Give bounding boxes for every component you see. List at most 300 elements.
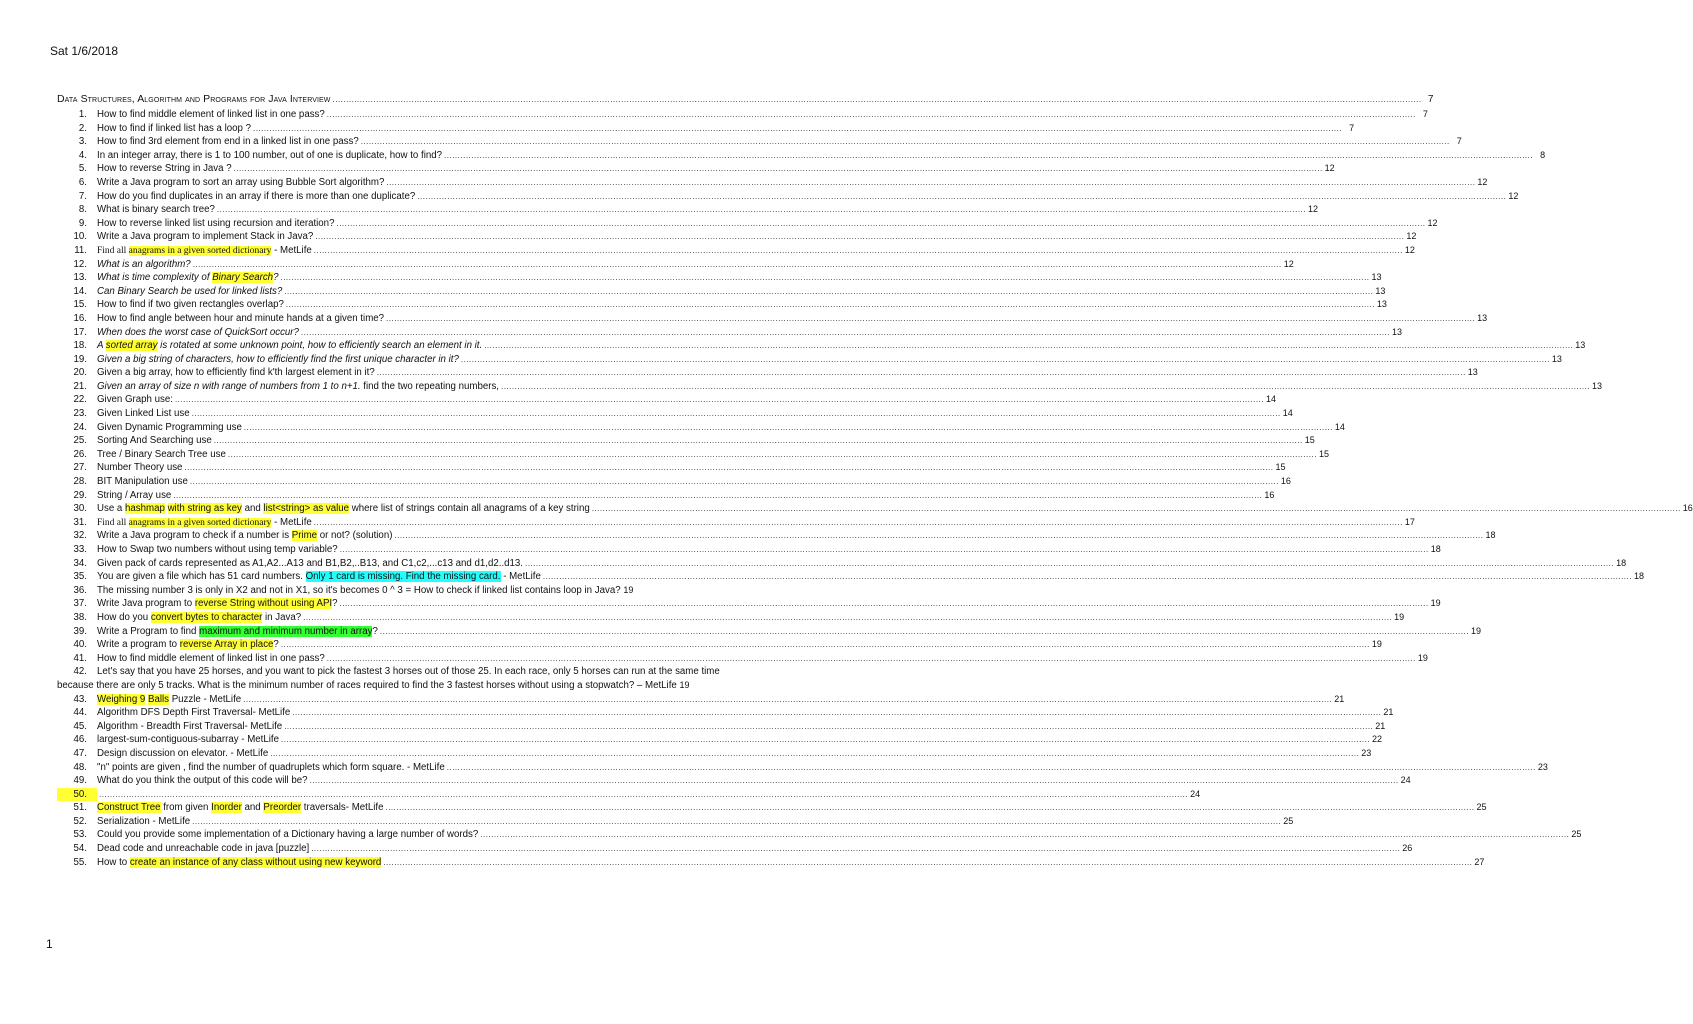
- toc-entry-page: 18: [1485, 530, 1496, 541]
- toc-entry-title: [97, 230, 313, 244]
- toc-entry[interactable]: [57, 149, 1546, 163]
- toc-entry-leader: ................................................................................................................................................................................................................................................................................................................................................................................................................: [233, 164, 1323, 174]
- toc-entry-text: Given Linked List use: [97, 408, 190, 420]
- toc-entry-leader: ................................................................................................................................................................................................................................................................................................................................................................................................................: [480, 830, 1570, 840]
- toc-entry[interactable]: [57, 597, 1441, 611]
- toc-entry-number: 50.: [57, 788, 97, 802]
- toc-entry-title: [97, 203, 215, 217]
- toc-entry[interactable]: [57, 761, 1548, 775]
- toc-entry[interactable]: [57, 625, 1481, 639]
- toc-entry-leader: ................................................................................................................................................................................................................................................................................................................................................................................................................: [243, 694, 1333, 704]
- toc-entry-number: 24.: [73, 421, 87, 433]
- toc-entry-number: 1.: [78, 109, 87, 120]
- toc-entry-number: 13.: [73, 272, 87, 284]
- toc-entry-number: 26.: [73, 448, 87, 460]
- toc-entry[interactable]: [57, 584, 722, 598]
- toc-entry-text: Only 1 card is missing. Find the missing card.: [305, 571, 501, 583]
- toc-entry[interactable]: [57, 421, 1345, 435]
- toc-entry-number: 40.: [73, 639, 87, 651]
- toc-entry-page: 19: [1470, 625, 1481, 636]
- toc-entry[interactable]: [57, 801, 1487, 815]
- toc-entry-page: 12: [1404, 244, 1415, 255]
- toc-entry[interactable]: [57, 774, 1411, 788]
- toc-entry-title: [97, 448, 226, 462]
- toc-entry-leader: ................................................................................................................................................................................................................................................................................................................................................................................................................: [173, 490, 1263, 500]
- toc-entry-leader: ................................................................................................................................................................................................................................................................................................................................................................................................................: [525, 558, 1615, 568]
- toc-entry-text: What is time complexity of: [97, 272, 213, 284]
- toc-entry[interactable]: [57, 217, 1438, 231]
- toc-entry-title: The missing number 3 is only in X2 and not in X1, so it's becomes 0 ^ 3 = How to check if linked list contains loop in Java?: [97, 584, 621, 596]
- toc-entry[interactable]: [57, 203, 1318, 217]
- toc-entry-page: 13: [1592, 380, 1603, 391]
- toc-entry-leader: ................................................................................................................................................................................................................................................................................................................................................................................................................: [213, 436, 1303, 446]
- toc-entry[interactable]: [57, 842, 1413, 856]
- toc-entry-title: [97, 312, 384, 326]
- toc-entry-title: [97, 828, 478, 842]
- toc-entry-page: 8: [1540, 149, 1546, 160]
- toc-entry-title: [97, 162, 232, 176]
- toc-entry-page: 21: [1334, 693, 1345, 704]
- toc-entry-text: How to find if two given rectangles overlap?: [97, 299, 284, 311]
- toc-entry-title: [97, 516, 312, 531]
- toc-entry-number: 5.: [78, 163, 87, 175]
- toc-entry-title: [97, 815, 190, 829]
- toc-entry-number: 2.: [78, 122, 87, 134]
- toc-entry-number: 48.: [73, 761, 87, 773]
- toc-entry-text: What is an algorithm?: [97, 258, 191, 270]
- toc-entry-number: 45.: [73, 720, 87, 732]
- toc-entry-leader: ................................................................................................................................................................................................................................................................................................................................................................................................................: [326, 653, 1416, 663]
- toc-entry-text: Write a Java program to sort an array using Bubble Sort algorithm?: [97, 176, 385, 188]
- toc-entry-leader: ................................................................................................................................................................................................................................................................................................................................................................................................................: [191, 409, 1281, 419]
- toc-entry-leader: ................................................................................................................................................................................................................................................................................................................................................................................................................: [460, 354, 1550, 364]
- toc-entry[interactable]: [57, 380, 1603, 394]
- toc-entry-title: [97, 747, 268, 761]
- toc-entry-number: 6.: [78, 176, 87, 188]
- toc-entry-page: 12: [1324, 163, 1335, 174]
- toc-entry-number: 11.: [74, 244, 87, 256]
- toc-entry-text: Prime: [291, 530, 318, 542]
- toc-entry-text: Write a program to: [97, 639, 180, 651]
- toc-entry-page: 13: [1477, 312, 1488, 323]
- toc-entry-text: Construct Tree: [97, 802, 161, 814]
- toc-entry-text: Write a Program to find: [97, 625, 200, 637]
- toc-entry-text: Write a Java program to check if a number is: [97, 530, 292, 542]
- toc-entry-page: 15: [1318, 448, 1329, 459]
- toc-entry-text: sorted array: [105, 340, 158, 352]
- toc-entry-title: [97, 122, 251, 136]
- toc-entry-text: How to find angle between hour and minute hands at a given time?: [97, 312, 385, 324]
- toc-entry-number: 27.: [73, 462, 87, 474]
- toc-entry-page: 22: [1372, 734, 1383, 745]
- toc-entry[interactable]: [57, 475, 1291, 489]
- toc-entry-page: 21: [1383, 707, 1394, 718]
- toc-heading-page: 7: [1427, 94, 1434, 105]
- toc-entry-title: [97, 217, 334, 231]
- toc-entry-leader: ................................................................................................................................................................................................................................................................................................................................................................................................................: [444, 150, 1534, 160]
- toc-heading-title: Data Structures, Algorithm and Programs for Java Interview: [57, 93, 331, 105]
- toc-entry-text: anagrams in a given sorted dictionary: [128, 245, 272, 256]
- toc-entry[interactable]: [57, 135, 1462, 149]
- toc-entry-title: [97, 434, 212, 448]
- toc-entry-title: [97, 380, 499, 394]
- toc-entry[interactable]: [57, 733, 1383, 747]
- toc-entry[interactable]: [57, 448, 1329, 462]
- toc-entry-text: Can Binary Search be used for linked lists?: [97, 285, 283, 297]
- toc-entry-page: 14: [1282, 408, 1293, 419]
- toc-entry-text: Algorithm - Breadth First Traversal- MetLife: [97, 720, 283, 732]
- toc-entry-page: 12: [1307, 204, 1318, 215]
- toc-entry-number: 9.: [78, 217, 87, 229]
- toc-entry-text: How to find middle element of linked list in one pass?: [97, 109, 325, 120]
- toc-entry-text: BIT Manipulation use: [97, 476, 188, 488]
- toc-entry-number: 7.: [78, 190, 87, 202]
- toc-entry-text: Write Java program to: [97, 598, 195, 610]
- toc-entry-text: Inorder: [211, 802, 242, 814]
- toc-entry-text: is rotated at some unknown point, how to efficiently search an element in it.: [157, 340, 483, 352]
- toc-entry-text: - MetLife: [271, 244, 312, 256]
- toc-entry[interactable]: [57, 788, 1201, 802]
- toc-entry-number: 32.: [73, 530, 87, 542]
- toc-entry-number: 22.: [73, 394, 87, 406]
- toc-entry-leader: ................................................................................................................................................................................................................................................................................................................................................................................................................: [292, 708, 1382, 718]
- toc-entry[interactable]: [57, 693, 1345, 707]
- toc-entry-title: [97, 611, 301, 625]
- toc-entry-leader: ................................................................................................................................................................................................................................................................................................................................................................................................................: [184, 463, 1274, 473]
- toc-entry-text: Algorithm DFS Depth First Traversal- MetLife: [97, 707, 291, 719]
- toc-entry-leader: ................................................................................................................................................................................................................................................................................................................................................................................................................: [313, 517, 1403, 527]
- toc-entry[interactable]: [57, 652, 1428, 666]
- toc-entry-page: 16: [1682, 503, 1693, 514]
- toc-entry-page: 24: [1190, 788, 1201, 799]
- toc-entry[interactable]: [57, 665, 722, 692]
- toc-entry[interactable]: [57, 434, 1315, 448]
- toc-entry-text: reverse String without using API: [194, 598, 333, 610]
- toc-list: [57, 108, 1693, 869]
- toc-entry[interactable]: [57, 312, 1488, 326]
- toc-entry[interactable]: [57, 570, 1644, 584]
- toc-entry-text: Find all: [97, 517, 129, 528]
- toc-entry[interactable]: [57, 176, 1488, 190]
- toc-entry[interactable]: [57, 856, 1485, 870]
- toc-entry[interactable]: [57, 529, 1496, 543]
- toc-entry-leader: ................................................................................................................................................................................................................................................................................................................................................................................................................: [386, 177, 1476, 187]
- toc-entry[interactable]: [57, 285, 1386, 299]
- toc-entry-leader: ................................................................................................................................................................................................................................................................................................................................................................................................................: [500, 381, 1591, 391]
- toc-entry-leader: ................................................................................................................................................................................................................................................................................................................................................................................................................: [379, 626, 1469, 636]
- toc-entry-title: [97, 856, 381, 870]
- toc-entry-text: What is binary search tree?: [97, 204, 215, 216]
- toc-entry-title: Let's say that you have 25 horses, and you want to pick the fastest 3 horses out of those 25. In each race, only 5 horses can run at the same time because there are only 5 tracks. What is the minimum number of races required to find the 3 fastest horses without using a stopwatch? – MetLife: [57, 666, 720, 691]
- toc-entry[interactable]: [57, 516, 1415, 530]
- toc-entry-text: anagrams in a given sorted dictionary: [128, 517, 272, 528]
- toc-entry[interactable]: [57, 557, 1627, 571]
- toc-entry-title: [97, 638, 279, 652]
- toc-entry-text: Could you provide some implementation of a Dictionary having a large number of words?: [97, 829, 479, 841]
- toc-entry-leader: ................................................................................................................................................................................................................................................................................................................................................................................................................: [300, 327, 1390, 337]
- toc-entry-number: 51.: [73, 802, 87, 814]
- toc-entry-title: [97, 625, 378, 639]
- toc-entry-title: [97, 529, 392, 543]
- toc-entry-title: [97, 597, 338, 611]
- toc-entry-title: [97, 693, 241, 707]
- toc-entry-leader: ................................................................................................................................................................................................................................................................................................................................................................................................................: [383, 857, 1473, 867]
- toc-entry-number: 47.: [73, 747, 87, 759]
- toc-entry-number: 53.: [73, 829, 87, 841]
- toc-entry-text: In an integer array, there is 1 to 100 number, out of one is duplicate, how to find?: [97, 149, 443, 161]
- toc-entry[interactable]: [57, 353, 1562, 367]
- toc-entry-leader: ................................................................................................................................................................................................................................................................................................................................................................................................................: [253, 123, 1343, 133]
- toc-entry-page: 12: [1477, 176, 1488, 187]
- toc-entry-leader: ................................................................................................................................................................................................................................................................................................................................................................................................................: [192, 816, 1282, 826]
- toc-entry[interactable]: [57, 489, 1275, 503]
- toc-entry-leader: ................................................................................................................................................................................................................................................................................................................................................................................................................: [336, 218, 1426, 228]
- toc-entry-text: How to find 3rd element from end in a linked list in one pass?: [97, 136, 359, 148]
- toc-entry[interactable]: [57, 828, 1582, 842]
- toc-entry[interactable]: [57, 244, 1415, 258]
- toc-entry-number: 16.: [73, 312, 87, 324]
- toc-entry-text: maximum and minimum number in array: [199, 625, 373, 637]
- toc-entry[interactable]: [57, 638, 1382, 652]
- toc-entry-leader: ................................................................................................................................................................................................................................................................................................................................................................................................................: [446, 762, 1536, 772]
- toc-entry-leader: ................................................................................................................................................................................................................................................................................................................................................................................................................: [376, 368, 1466, 378]
- toc-entry-title: [97, 271, 278, 285]
- toc-entry-text: - MetLife: [271, 516, 312, 528]
- toc-entry-title: [97, 461, 182, 475]
- toc-entry-leader: ................................................................................................................................................................................................................................................................................................................................................................................................................: [243, 422, 1333, 432]
- toc-entry-leader: ................................................................................................................................................................................................................................................................................................................................................................................................................: [309, 776, 1399, 786]
- toc-entry-text: or not? (solution): [317, 530, 393, 542]
- toc-entry-number: 39.: [73, 625, 87, 637]
- toc-entry-page: 12: [1406, 231, 1417, 242]
- toc-entry[interactable]: [57, 720, 1386, 734]
- toc-entry-number: 30.: [73, 503, 87, 515]
- toc-entry-number: 29.: [73, 489, 87, 501]
- toc-entry-text: list<string> as value: [263, 503, 350, 515]
- toc-entry-title: [97, 801, 383, 815]
- toc-entry-text: Find all: [97, 245, 129, 256]
- toc-entry-title: [97, 393, 173, 407]
- toc-entry-text: ?: [273, 639, 279, 651]
- toc-entry-leader: ................................................................................................................................................................................................................................................................................................................................................................................................................: [339, 599, 1429, 609]
- toc-entry-leader: ................................................................................................................................................................................................................................................................................................................................................................................................................: [284, 721, 1374, 731]
- toc-entry-number: 43.: [73, 693, 87, 705]
- toc-entry-number: 44.: [73, 707, 87, 719]
- toc-entry-page: 19: [623, 584, 634, 595]
- toc-entry-text: How do you find duplicates in an array if there is more than one duplicate?: [97, 190, 416, 202]
- toc-entry-title: [97, 407, 190, 421]
- toc-entry-page: 26: [1402, 843, 1413, 854]
- toc-entry-text: How to find if linked list has a loop ?: [97, 122, 252, 134]
- toc-entry-title: [97, 366, 375, 380]
- toc-entry[interactable]: [57, 611, 1405, 625]
- toc-entry[interactable]: [57, 258, 1294, 272]
- toc-entry-title: [97, 149, 442, 163]
- toc-entry-title: [97, 108, 325, 122]
- toc-entry[interactable]: [57, 190, 1519, 204]
- toc-entry-leader: ................................................................................................................................................................................................................................................................................................................................................................................................................: [280, 735, 1371, 745]
- toc-entry-page: 19: [1371, 639, 1382, 650]
- toc-entry-page: 15: [1304, 435, 1315, 446]
- toc-entry-page: 13: [1375, 285, 1386, 296]
- toc-entry-number: 15.: [73, 299, 87, 311]
- toc-entry-text: in Java?: [262, 611, 302, 623]
- toc-entry-text: "n" points are given , find the number of quadruplets which form square. - MetLife: [97, 761, 445, 773]
- toc-entry-page: 7: [1456, 136, 1462, 147]
- toc-entry-text: from given: [160, 802, 212, 814]
- toc-heading[interactable]: [57, 93, 1434, 108]
- toc-entry[interactable]: [57, 366, 1478, 380]
- toc-entry[interactable]: [57, 407, 1293, 421]
- toc-entry-text: How to find middle element of linked list in one pass?: [97, 652, 325, 664]
- toc-entry-number: 38.: [73, 611, 87, 623]
- toc-entry-page: 21: [1375, 720, 1386, 731]
- toc-entry-title: [97, 298, 284, 312]
- toc-entry-page: 18: [1616, 557, 1627, 568]
- toc-entry-title: [97, 720, 282, 734]
- toc-entry-leader: ................................................................................................................................................................................................................................................................................................................................................................................................................: [542, 572, 1632, 582]
- toc-entry-title: [97, 557, 523, 571]
- toc-entry-page: 18: [1430, 544, 1441, 554]
- toc-entry-text: Dead code and unreachable code in java [puzzle]: [97, 843, 310, 855]
- toc-entry-title: [97, 543, 338, 557]
- toc-entry[interactable]: [57, 502, 1693, 516]
- toc-entry-number: 4.: [78, 149, 87, 161]
- toc-entry-leader: ................................................................................................................................................................................................................................................................................................................................................................................................................: [394, 531, 1484, 541]
- toc-entry-text: How to reverse String in Java ?: [97, 163, 232, 175]
- toc-entry[interactable]: [57, 122, 1355, 136]
- toc-entry[interactable]: [57, 747, 1372, 761]
- toc-entry-page: 14: [1266, 394, 1277, 405]
- toc-entry-leader: ................................................................................................................................................................................................................................................................................................................................................................................................................: [360, 137, 1450, 147]
- toc-entry-text: convert bytes to character: [150, 611, 263, 623]
- toc-entry-page: 13: [1376, 299, 1387, 310]
- toc-entry-number: 31.: [73, 516, 87, 528]
- toc-entry[interactable]: [57, 271, 1382, 285]
- toc-entry-text: - MetLife: [500, 571, 541, 583]
- toc-entry[interactable]: [57, 339, 1586, 353]
- toc-entry-leader: ................................................................................................................................................................................................................................................................................................................................................................................................................: [591, 504, 1681, 514]
- toc-entry-number: 34.: [73, 557, 87, 569]
- toc-entry[interactable]: [57, 108, 1428, 122]
- toc-entry-number: 14.: [73, 285, 87, 297]
- toc-entry[interactable]: [57, 298, 1387, 312]
- toc-entry-number: 8.: [78, 204, 87, 216]
- page-number: 1: [46, 937, 53, 951]
- toc-entry-title: [97, 190, 415, 204]
- toc-entry-page: 14: [1334, 421, 1345, 432]
- toc-entry-title: [97, 570, 541, 584]
- toc-entry-page: 7: [1422, 109, 1428, 119]
- toc-entry-page: 23: [1361, 747, 1372, 758]
- toc-entry-text: A: [97, 340, 106, 352]
- toc-entry[interactable]: [57, 706, 1394, 720]
- toc-entry-text: Puzzle - MetLife: [169, 693, 242, 705]
- toc-entry-text: and: [241, 503, 264, 515]
- toc-entry-leader: ................................................................................................................................................................................................................................................................................................................................................................................................................: [192, 259, 1282, 269]
- toc-entry-number: 19.: [73, 353, 87, 365]
- toc-entry-title: [97, 475, 188, 489]
- toc-entry-text: traversals- MetLife: [301, 802, 384, 814]
- toc-entry-text: and: [241, 802, 264, 814]
- toc-entry-page: 18: [1633, 571, 1644, 582]
- toc-entry-leader: ................................................................................................................................................................................................................................................................................................................................................................................................................: [484, 341, 1574, 351]
- toc-entry[interactable]: [57, 815, 1294, 829]
- toc-entry-leader: ................................................................................................................................................................................................................................................................................................................................................................................................................: [386, 313, 1476, 323]
- toc-entry-number: 55.: [73, 856, 87, 868]
- toc-entry[interactable]: [57, 162, 1335, 176]
- toc-entry-page: 12: [1508, 190, 1519, 201]
- toc-entry-title: [97, 761, 445, 775]
- toc-entry-text: Design discussion on elevator. - MetLife: [97, 747, 269, 759]
- toc-entry-leader: ................................................................................................................................................................................................................................................................................................................................................................................................................: [417, 191, 1507, 201]
- toc-entry[interactable]: [57, 326, 1402, 340]
- toc-entry[interactable]: [57, 543, 1441, 557]
- toc-entry[interactable]: [57, 461, 1286, 475]
- toc-entry-number: 10.: [73, 231, 87, 243]
- toc-entry-page: 19: [1430, 598, 1441, 609]
- toc-entry-title: [97, 339, 482, 353]
- toc-entry-number: 20.: [73, 367, 87, 379]
- toc-entry-number: 46.: [73, 734, 87, 746]
- toc-entry-leader: ................................................................................................................................................................................................................................................................................................................................................................................................................: [99, 789, 1189, 799]
- toc-entry-page: 12: [1283, 258, 1294, 269]
- toc-entry-page: 7: [1349, 122, 1355, 133]
- toc-entry-page: 19: [679, 679, 690, 690]
- toc-entry-leader: ................................................................................................................................................................................................................................................................................................................................................................................................................: [339, 545, 1429, 554]
- toc-entry-leader: ................................................................................................................................................................................................................................................................................................................................................................................................................: [280, 273, 1370, 283]
- toc-entry-text: Given Dynamic Programming use: [97, 421, 242, 433]
- toc-entry-page: 25: [1476, 802, 1487, 813]
- toc-entry-page: 27: [1474, 856, 1485, 867]
- toc-entry-leader: ................................................................................................................................................................................................................................................................................................................................................................................................................: [284, 286, 1374, 296]
- toc-entry-text: Write a Java program to implement Stack in Java?: [97, 231, 314, 243]
- toc-entry-text: How to: [97, 856, 130, 868]
- toc-entry-text: Given a big array, how to efficiently find k'th largest element in it?: [97, 367, 375, 379]
- toc-entry-number: 25.: [73, 435, 87, 447]
- toc-entry-number: 36.: [73, 584, 87, 596]
- toc-entry-page: 13: [1575, 340, 1586, 351]
- toc-entry-text: Number Theory use: [97, 462, 183, 474]
- toc-entry-number: 42.: [73, 666, 87, 678]
- toc-entry[interactable]: [57, 230, 1417, 244]
- toc-entry-number: 12.: [73, 258, 87, 270]
- toc-entry[interactable]: [57, 393, 1277, 407]
- toc-entry-text: with string as key: [167, 503, 242, 515]
- toc-entry-leader: ................................................................................................................................................................................................................................................................................................................................................................................................................: [174, 395, 1264, 405]
- toc-entry-page: 19: [1417, 652, 1428, 663]
- toc-entry-leader: ................................................................................................................................................................................................................................................................................................................................................................................................................: [189, 477, 1279, 487]
- toc-entry-leader: ................................................................................................................................................................................................................................................................................................................................................................................................................: [303, 612, 1393, 622]
- toc-entry-page: 13: [1467, 367, 1478, 378]
- toc-entry-page: 12: [1427, 217, 1438, 228]
- toc-entry-text: hashmap: [125, 503, 165, 515]
- toc-entry-title: [97, 502, 590, 516]
- toc-entry-text: Preorder: [263, 802, 302, 814]
- toc-entry-text: where list of strings contain all anagrams of a key string: [349, 503, 590, 515]
- toc-entry-title: [97, 176, 384, 190]
- toc-entry-number: 41.: [73, 652, 87, 664]
- toc-entry-text: When does the worst case of QuickSort occur?: [97, 326, 299, 338]
- toc-entry-text: You are given a file which has 51 card numbers.: [97, 571, 306, 583]
- toc-entry-number: 49.: [73, 775, 87, 787]
- toc-entry-page: 25: [1283, 815, 1294, 826]
- toc-entry-text: How to reverse linked list using recursion and iteration?: [97, 217, 335, 229]
- toc-entry-number: 17.: [73, 326, 87, 338]
- toc-entry-text: ?: [273, 272, 279, 284]
- toc-entry-page: 25: [1571, 829, 1582, 840]
- toc-entry-title: [97, 421, 242, 435]
